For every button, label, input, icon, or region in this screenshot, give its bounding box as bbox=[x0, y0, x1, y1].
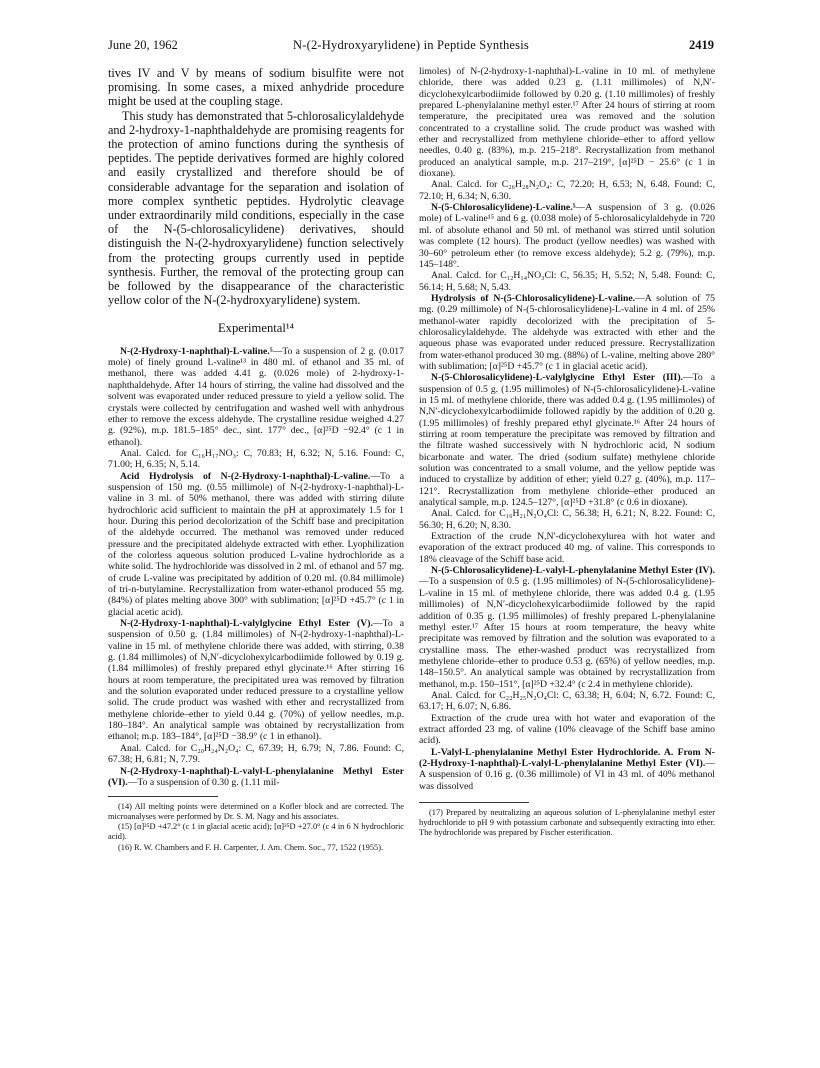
footnotes bbox=[108, 802, 404, 852]
paragraph-text: Anal. Calcd. for C₁₂H₁₄NO₃Cl: C, 56.35; H, 5.52; N, 5.48. Found: C, 56.14; H, 5.68; N, 5.43. bbox=[419, 270, 715, 293]
section-heading-experimental: Experimental¹⁴ bbox=[217, 321, 294, 336]
paragraph-text: —A suspension of 3 g. (0.026 mole) of L-valine¹⁵ and 6 g. (0.038 mole) of 5-chlorosalicylaldehyde in 720 ml. of absolute ethanol and 50 ml. of methanol was stirred until solution was complete (12 hours). The product (yellow needles) was washed with 30–60° petroleum ether (to remove excess aldehyde); 5.2 g. (79%), m.p. 145–148°. bbox=[419, 202, 715, 270]
paragraph-title: Hydrolysis of N-(5-Chlorosalicylidene)-L-valine. bbox=[431, 292, 636, 304]
header-date: June 20, 1962 bbox=[108, 38, 178, 52]
paragraph-text: —To a suspension of 0.5 g. (1.95 millimoles) of N-(5-chlorosalicylidene)-L-valine in 15 ml. of methylene chloride, there was added 0.4 g. (1.95 millimoles) of N,N′-dicyclohexylcarbodiimide followed by the rapid addition of 0.35 g. (1.95 millimoles) of freshly prepared L-phenylalanine methyl ester.¹⁷ After 15 hours at room temperature, the heavy white precipitate was removed by filtration and the solution was evaporated to a crystalline mass. The ether-washed product was recrystallized from methylene chloride–ether to produce 0.53 g. (65%) of yellow needles, m.p. 148–150.5°. An analytical sample was obtained by recrystallization from methanol, m.p. 150–151°, [α]²⁵D +32.4° (c 2.4 in methylene chloride). bbox=[419, 576, 715, 690]
header-title: N-(2-Hydroxyarylidene) in Peptide Synthesis bbox=[293, 38, 529, 52]
paragraph bbox=[419, 202, 715, 270]
intro-text bbox=[108, 66, 404, 307]
running-header bbox=[108, 38, 714, 56]
paragraph-text: —To a suspension of 2 g. (0.017 mole) of finely ground L-valine¹³ in 480 ml. of ethanol and 35 ml. of methanol, there was added 4.41 g. (0.026 mole) of 2-hydroxy-1-naphthaldehyde. After 14 hours of stirring, the valine had dissolved and the solvent was evaporated under reduced pressure to yield a yellow solid. The crystals were collected by centrifugation and washed well with anhydrous ether to remove the excess aldehyde. The crystalline residue weighed 4.27 g. (92%), m.p. 181.5–185° dec., sint. 177° dec., [α]²⁵D −92.4° (c 1 in ethanol). bbox=[108, 345, 404, 448]
paragraph bbox=[419, 293, 715, 372]
paragraph bbox=[419, 508, 715, 531]
paragraph bbox=[419, 270, 715, 293]
paragraph bbox=[108, 766, 404, 789]
paragraph bbox=[419, 690, 715, 713]
paragraph-title: N-(2-Hydroxy-1-naphthal)-L-valine.⁵ bbox=[120, 345, 273, 357]
paragraph bbox=[108, 471, 404, 618]
page-number: 2419 bbox=[689, 38, 714, 52]
footnote: (16) R. W. Chambers and F. H. Carpenter, J. Am. Chem. Soc., 77, 1522 (1955). bbox=[118, 842, 384, 852]
paragraph-title: N-(5-Chlorosalicylidene)-L-valyl-L-phenylalanine Methyl Ester (IV). bbox=[431, 565, 715, 577]
paragraph-title: N-(5-Chlorosalicylidene)-L-valylglycine Ethyl Ester (III). bbox=[431, 372, 683, 384]
footnote: (14) All melting points were determined on a Kofler block and are corrected. The microanalyses were performed by Dr. S. M. Nagy and his associates. bbox=[108, 802, 404, 822]
paragraph-title: L-Valyl-L-phenylalanine Methyl Ester Hydrochloride. A. From N-(2-Hydroxy-1-naphthal)-L-valyl-L-phenylalanine Methyl Ester (VI). bbox=[419, 746, 715, 769]
paragraph bbox=[419, 372, 715, 508]
paragraph-text: Anal. Calcd. for C₁₆H₂₁N₂O₄Cl: C, 56.38; H, 6.21; N, 8.22. Found: C, 56.30; H, 6.20; N, 8.30. bbox=[419, 508, 715, 531]
paragraph bbox=[108, 743, 404, 766]
paragraph bbox=[419, 66, 715, 179]
paragraph-title: N-(2-Hydroxy-1-naphthal)-L-valyl-L-phenylalanine Methyl Ester (VI). bbox=[108, 765, 404, 788]
paragraph-text: Extraction of the crude urea with hot water and evaporation of the extract afforded 23 mg. of valine (10% cleavage of the Schiff base amino acid). bbox=[419, 712, 715, 747]
footnote-divider bbox=[419, 802, 529, 803]
paragraph-text: Anal. Calcd. for C₂₆H₂₈N₂O₄: C, 72.20; H, 6.53; N, 6.48. Found: C, 72.10; H, 6.34; N, 6.30. bbox=[419, 179, 715, 202]
paragraph-text: —A suspension of 0.16 g. (0.36 millimole) of VI in 43 ml. of 40% methanol was dissolved bbox=[419, 757, 715, 792]
experimental-paragraphs bbox=[108, 346, 404, 788]
paragraph-text: —To a suspension of 0.5 g. (1.95 millimoles) of N-(5-chlorosalicylidene)-L-valine in 15 ml. of methylene chloride, there was added 0.4 g. (1.95 millimoles) of N,N′-dicyclohexylcarbodiimide followed rapidly by the addition of 0.20 g. (1.95 millimoles) of freshly prepared ethyl glycinate.¹⁶ After 24 hours of stirring at room temperature the precipitate was removed by filtration and the filtrate washed successively with N hydrochloric acid, N sodium bicarbonate and water. The dried (sodium sulfate) methylene chloride solution was concentrated to a small volume, and the yellow peptide was induced to crystallize by addition of ether; yield 0.27 g. (40%), m.p. 117–121°. Recrystallization from methylene chloride–ether produced an analytical sample, m.p. 124.5–127°, [α]²⁵D +31.8° (c 0.6 in dioxane). bbox=[419, 372, 715, 509]
paragraph-title: N-(5-Chlorosalicylidene)-L-valine.⁵ bbox=[431, 202, 576, 214]
paragraph-text: Anal. Calcd. for C₂₀H₂₄N₂O₄: C, 67.39; H, 6.79; N, 7.86. Found: C, 67.38; H, 6.81; N, 7.79. bbox=[108, 742, 404, 766]
paragraph-text: Anal. Calcd. for C₁₆H₁₇NO₃: C, 70.83; H, 6.32; N, 5.16. Found: C, 71.00; H, 6.35; N, 5.14. bbox=[108, 447, 404, 471]
footnote: (17) Prepared by neutralizing an aqueous solution of L-phenylalanine methyl ester hydrochloride to pH 9 with potassium carbonate and subsequently extracting into ether. The hydrochloride was prepared by Fischer esterification. bbox=[419, 808, 715, 838]
paragraph-text: —To a suspension of 150 mg. (0.55 millimole) of N-(2-hydroxy-1-naphthal)-L-valine in 3 ml. of 50% methanol, there was added with stirring dilute hydrochloric acid sufficient to maintain the pH at approximately 1.5 for 1 hour. During this period decolorization of the Schiff base and precipitation of the aldehyde occurred. The methanol was removed under reduced pressure and the precipitated aldehyde extracted with ether. Lyophilization of the colorless aqueous solution produced L-valine hydrochloride as a white solid. The hydrochloride was dissolved in 2 ml. of ethanol and 57 mg. of crude L-valine was precipitated by addition of 0.20 ml. (0.84 millimole) of tri-n-butylamine. Recrystallization from water-ethanol produced 55 mg. (84%) of plates melting above 300° with sublimation; [α]²⁵D +45.7° (c 1 in glacial acetic acid). bbox=[108, 470, 404, 618]
paragraph bbox=[419, 179, 715, 202]
paragraph bbox=[108, 448, 404, 471]
paragraph bbox=[108, 346, 404, 448]
paragraph-text: Anal. Calcd. for C₂₂H₂₅N₂O₄Cl: C, 63.38; H, 6.04; N, 6.72. Found: C, 63.17; H, 6.07; N, 6.86. bbox=[419, 689, 715, 713]
footnote-divider bbox=[108, 796, 218, 797]
footnotes bbox=[419, 808, 715, 838]
paragraph-text: —To a suspension of 0.50 g. (1.84 millimoles) of N-(2-hydroxy-1-naphthal)-L-valine in 15 ml. of methylene chloride there was added, with stirring, 0.38 g. (1.84 millimoles) of N,N′-dicyclohexylcarbodiimide followed by 0.19 g. (1.84 millimoles) of freshly prepared ethyl glycinate.¹⁶ After stirring 16 hours at room temperature, the precipitated urea was removed by filtration and the solution evaporated under reduced pressure to a crystalline yellow solid. The crude product was washed with ether and recrystallized from methylene chloride–ether to yield 0.44 g. (70%) of yellow needles, m.p. 180–184°. An analytical sample was obtained by recrystallization from ethanol; m.p. 183–184°, [α]²⁵D −38.9° (c 1 in ethanol). bbox=[108, 618, 404, 743]
right-column bbox=[419, 66, 715, 838]
intro-paragraph: This study has demonstrated that 5-chlorosalicylaldehyde and 2-hydroxy-1-naphthaldehyde are promising reagents for the protection of amino functions during the synthesis of peptides. The peptide derivatives formed are highly colored and easily crystallized and therefore should be of considerable advantage for the separation and isolation of more complex synthetic peptides. Hydrolytic cleavage under extraordinarily mild conditions, especially in the case of the N-(5-chlorosalicylidene) derivatives, should distinguish the N-(2-hydroxyarylidene) function selectively from the protecting groups currently used in peptide synthesis. Further, the removal of the protecting group can be followed by the disappearance of the characteristic yellow color of the N-(2-hydroxyarylidene) system. bbox=[108, 108, 404, 308]
paragraph bbox=[419, 713, 715, 747]
paragraph-text: —A solution of 75 mg. (0.29 millimole) of N-(5-chlorosalicylidene)-L-valine in 4 ml. of 25% methanol-water rapidly decolorized with the precipitation of 5-chlorosalicylaldehyde. The aldehyde was extracted with ether and the aqueous phase was evaporated under reduced pressure. Recrystallization from water-ethanol produced 30 mg. (88%) of L-valine, melting above 280° with sublimation; [α]²⁵D +45.7° (c 1 in glacial acetic acid). bbox=[419, 292, 715, 372]
paragraph bbox=[419, 531, 715, 565]
paragraph bbox=[419, 565, 715, 690]
paragraph-title: Acid Hydrolysis of N-(2-Hydroxy-1-naphthal)-L-valine. bbox=[120, 470, 371, 482]
paragraph-title: N-(2-Hydroxy-1-naphthal)-L-valylglycine Ethyl Ester (V). bbox=[120, 618, 373, 630]
intro-paragraph: tives IV and V by means of sodium bisulfite were not promising. In some cases, a mixed anhydride procedure might be used at the coupling stage. bbox=[108, 66, 404, 109]
paragraph-text: Extraction of the crude N,N′-dicyclohexylurea with hot water and evaporation of the extract produced 40 mg. of valine. This corresponds to 18% cleavage of the Schiff base acid. bbox=[419, 531, 715, 565]
paragraph bbox=[108, 618, 404, 743]
left-column bbox=[108, 66, 404, 853]
experimental-paragraphs bbox=[419, 66, 715, 792]
paragraph bbox=[419, 747, 715, 792]
footnote: (15) [α]²⁵D +47.2° (c 1 in glacial acetic acid); [α]²⁵D +27.0° (c 4 in 6 N hydrochloric acid). bbox=[108, 822, 404, 842]
paragraph-text: limoles) of N-(2-hydroxy-1-naphthal)-L-valine in 10 ml. of methylene chloride, there was added 0.23 g. (1.11 millimoles) of N,N′-dicyclohexylcarbodiimide followed by 0.20 g. (1.10 millimoles) of freshly prepared L-phenylalanine methyl ester.¹⁷ After 24 hours of stirring at room temperature, the precipitated urea was removed and the solution concentrated to a crystalline solid. The crude product was washed with ether and recrystallized from methylene chloride–ether to afford yellow needles, 0.40 g. (83%), m.p. 215–218°. Recrystallization from methanol produced an analytical sample, m.p. 217–219°, [α]²⁵D − 25.6° (c 1 in dioxane). bbox=[419, 66, 715, 180]
paragraph-text: —To a suspension of 0.30 g. (1.11 mil- bbox=[127, 776, 280, 788]
